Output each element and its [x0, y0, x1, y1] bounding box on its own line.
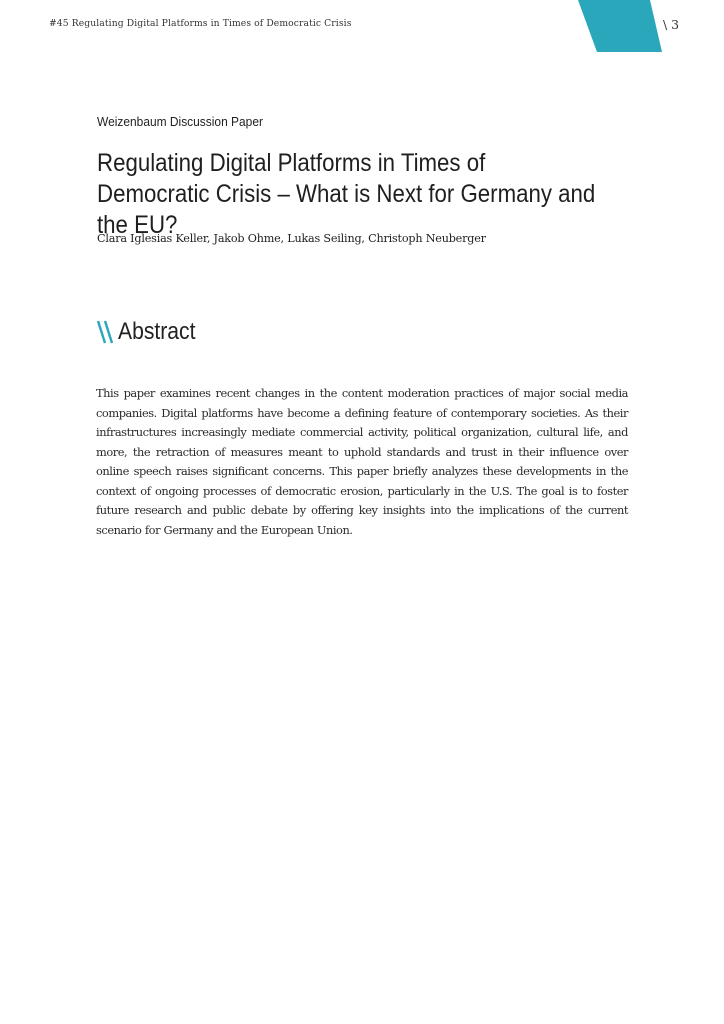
- abstract-title: Abstract: [118, 318, 196, 345]
- abstract-text: This paper examines recent changes in the content moderation practices of major social media companies. Digital platforms have become a defining feature of contemporary societies. As their infrastructures increasingly mediate commercial activity, political organization, cultural life, and more, the retraction of measures meant to uphold standards and trust in their influence over online speech raises significant concerns. This paper briefly analyzes these developments in the context of ongoing processes of democratic erosion, particularly in the U.S. The goal is to foster future research and public debate by offering key insights into the implications of the current scenario for Germany and the European Union.: [96, 386, 628, 537]
- author-list: Clara Iglesias Keller, Jakob Ohme, Lukas Seiling, Christoph Neuberger: [97, 232, 486, 245]
- series-label: Weizenbaum Discussion Paper: [97, 114, 263, 129]
- abstract-heading: [96, 318, 206, 346]
- paper-title: Regulating Digital Platforms in Times of Democratic Crisis – What is Next for Germany and the EU?: [97, 149, 596, 239]
- running-header: #45 Regulating Digital Platforms in Times of Democratic Crisis: [49, 18, 352, 29]
- page-number: \ 3: [663, 17, 680, 32]
- header-accent-tab: [0, 0, 724, 60]
- accent-tab-shape: [578, 0, 662, 52]
- double-backslash-icon: [96, 318, 116, 346]
